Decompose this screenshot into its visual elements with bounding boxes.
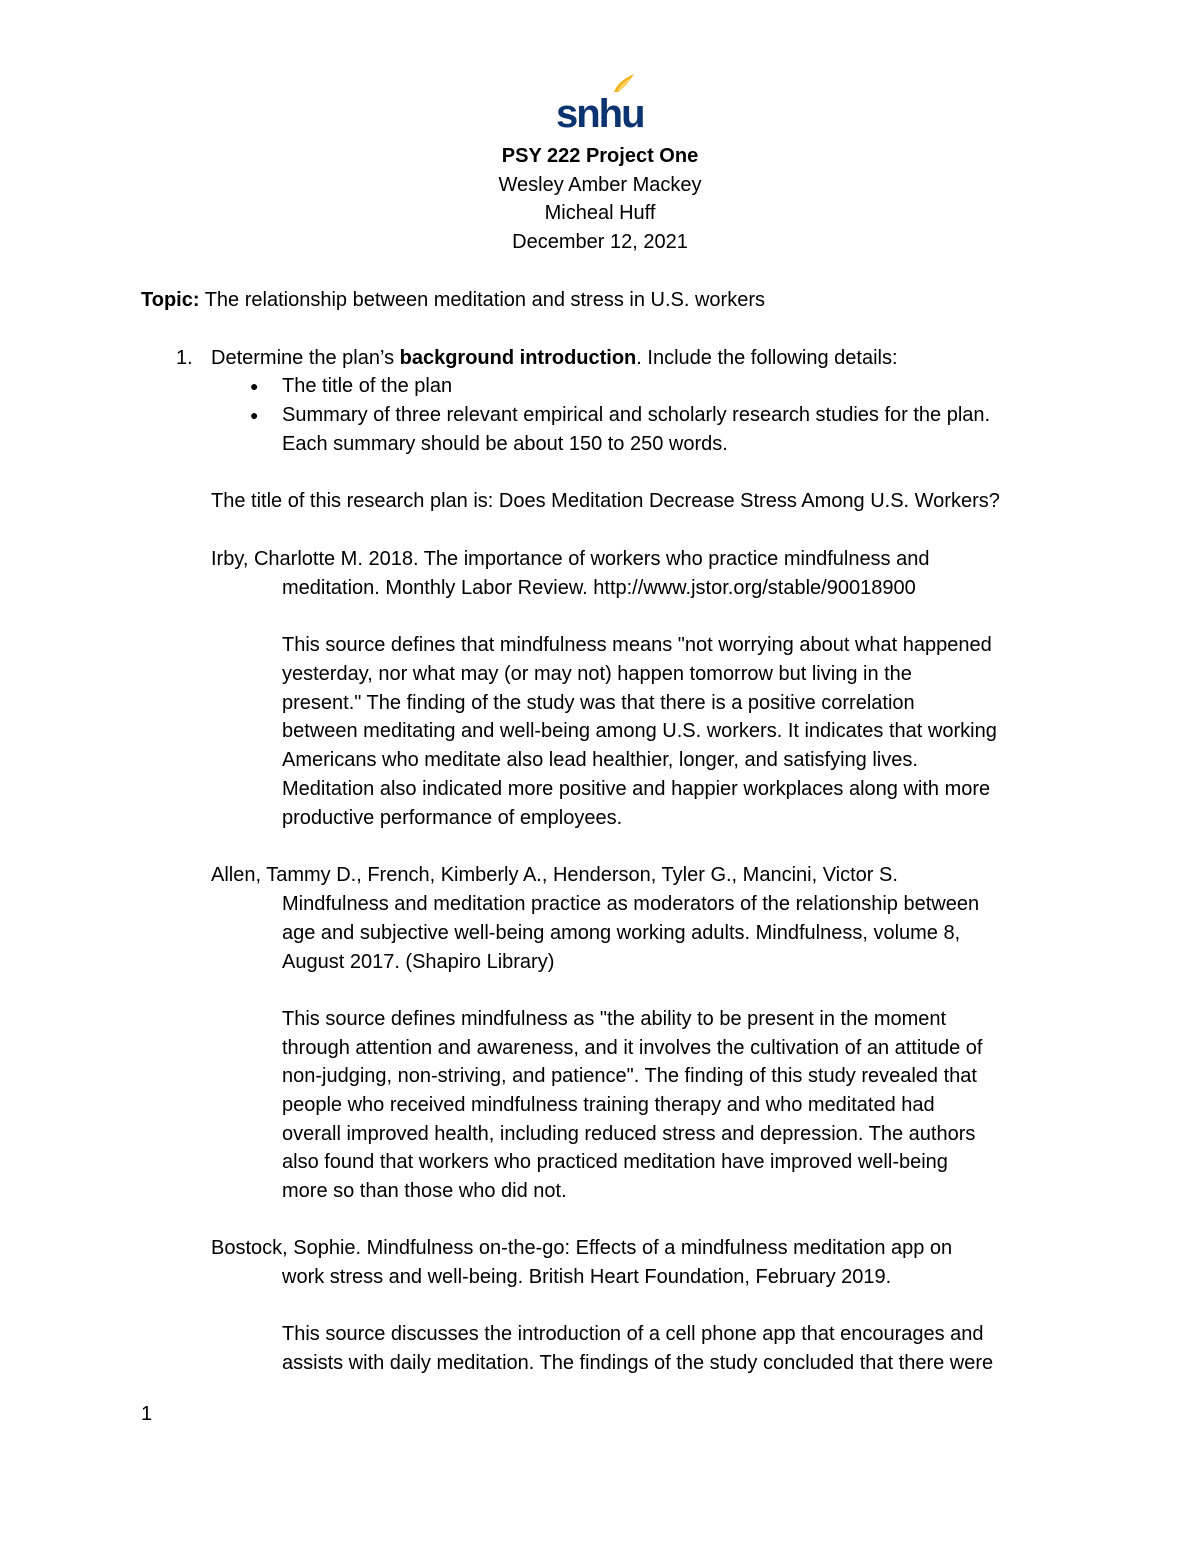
topic-text: The relationship between meditation and stress in U.S. workers: [199, 289, 765, 311]
bullet-item: Summary of three relevant empirical and scholarly research studies for the plan.: [282, 404, 991, 426]
summary-line: between meditating and well-being among U.S. workers. It indicates that working: [282, 720, 997, 742]
summary-line: non-judging, non-striving, and patience". The finding of this study revealed that: [282, 1065, 977, 1087]
summary-line: more so than those who did not.: [282, 1180, 567, 1202]
citation-line: Bostock, Sophie. Mindfulness on-the-go: Effects of a mindfulness meditation app on: [211, 1237, 953, 1259]
summary-line: This source defines mindfulness as "the ability to be present in the moment: [282, 1008, 947, 1030]
citation-line: August 2017. (Shapiro Library): [282, 951, 555, 973]
summary-line: assists with daily meditation. The findings of the study concluded that there were: [282, 1352, 994, 1374]
citation-line: work stress and well-being. British Heart Foundation, February 2019.: [282, 1266, 892, 1288]
flame-icon: [612, 72, 636, 94]
summary-line: overall improved health, including reduced stress and depression. The authors: [282, 1123, 976, 1145]
citation-line: Irby, Charlotte M. 2018. The importance of workers who practice mindfulness and: [211, 548, 930, 570]
citation-line: Mindfulness and meditation practice as moderators of the relationship between: [282, 893, 980, 915]
summary-line: This source discusses the introduction of a cell phone app that encourages and: [282, 1323, 984, 1345]
snhu-logo: [556, 72, 644, 136]
question-number: 1.: [176, 347, 193, 369]
citation-line: Allen, Tammy D., French, Kimberly A., Henderson, Tyler G., Mancini, Victor S.: [211, 864, 898, 886]
page-number: 1: [141, 1403, 153, 1425]
summary-line: productive performance of employees.: [282, 807, 623, 829]
summary-line: people who received mindfulness training therapy and who meditated had: [282, 1094, 935, 1116]
summary-line: also found that workers who practiced meditation have improved well-being: [282, 1151, 948, 1173]
bullet-item: The title of the plan: [282, 375, 453, 397]
question-text: Determine the plan’s background introduction. Include the following details:: [211, 347, 898, 369]
author-name: Wesley Amber Mackey: [498, 174, 702, 196]
topic-label: Topic:: [141, 289, 200, 311]
question-emphasis: background introduction: [399, 347, 637, 369]
summary-line: through attention and awareness, and it involves the cultivation of an attitude of: [282, 1037, 983, 1059]
document-date: December 12, 2021: [512, 231, 688, 253]
summary-line: Americans who meditate also lead healthier, longer, and satisfying lives.: [282, 749, 918, 771]
document-title: PSY 222 Project One: [501, 145, 699, 167]
instructor-name: Micheal Huff: [544, 202, 656, 224]
citation-line: meditation. Monthly Labor Review. http://www.jstor.org/stable/90018900: [282, 577, 916, 599]
summary-line: present." The finding of the study was that there is a positive correlation: [282, 692, 915, 714]
summary-line: yesterday, nor what may (or may not) happen tomorrow but living in the: [282, 663, 912, 685]
plan-title: The title of this research plan is: Does Meditation Decrease Stress Among U.S. Workers?: [211, 490, 1000, 512]
bullet-icon: ●: [250, 407, 259, 423]
citation-line: age and subjective well-being among working adults. Mindfulness, volume 8,: [282, 922, 961, 944]
topic-line: [141, 286, 765, 315]
logo-wordmark: snhu: [556, 92, 644, 136]
summary-line: Meditation also indicated more positive and happier workplaces along with more: [282, 778, 991, 800]
summary-line: This source defines that mindfulness means "not worrying about what happened: [282, 634, 992, 656]
bullet-item-continued: Each summary should be about 150 to 250 words.: [282, 433, 728, 455]
bullet-icon: ●: [250, 378, 259, 394]
